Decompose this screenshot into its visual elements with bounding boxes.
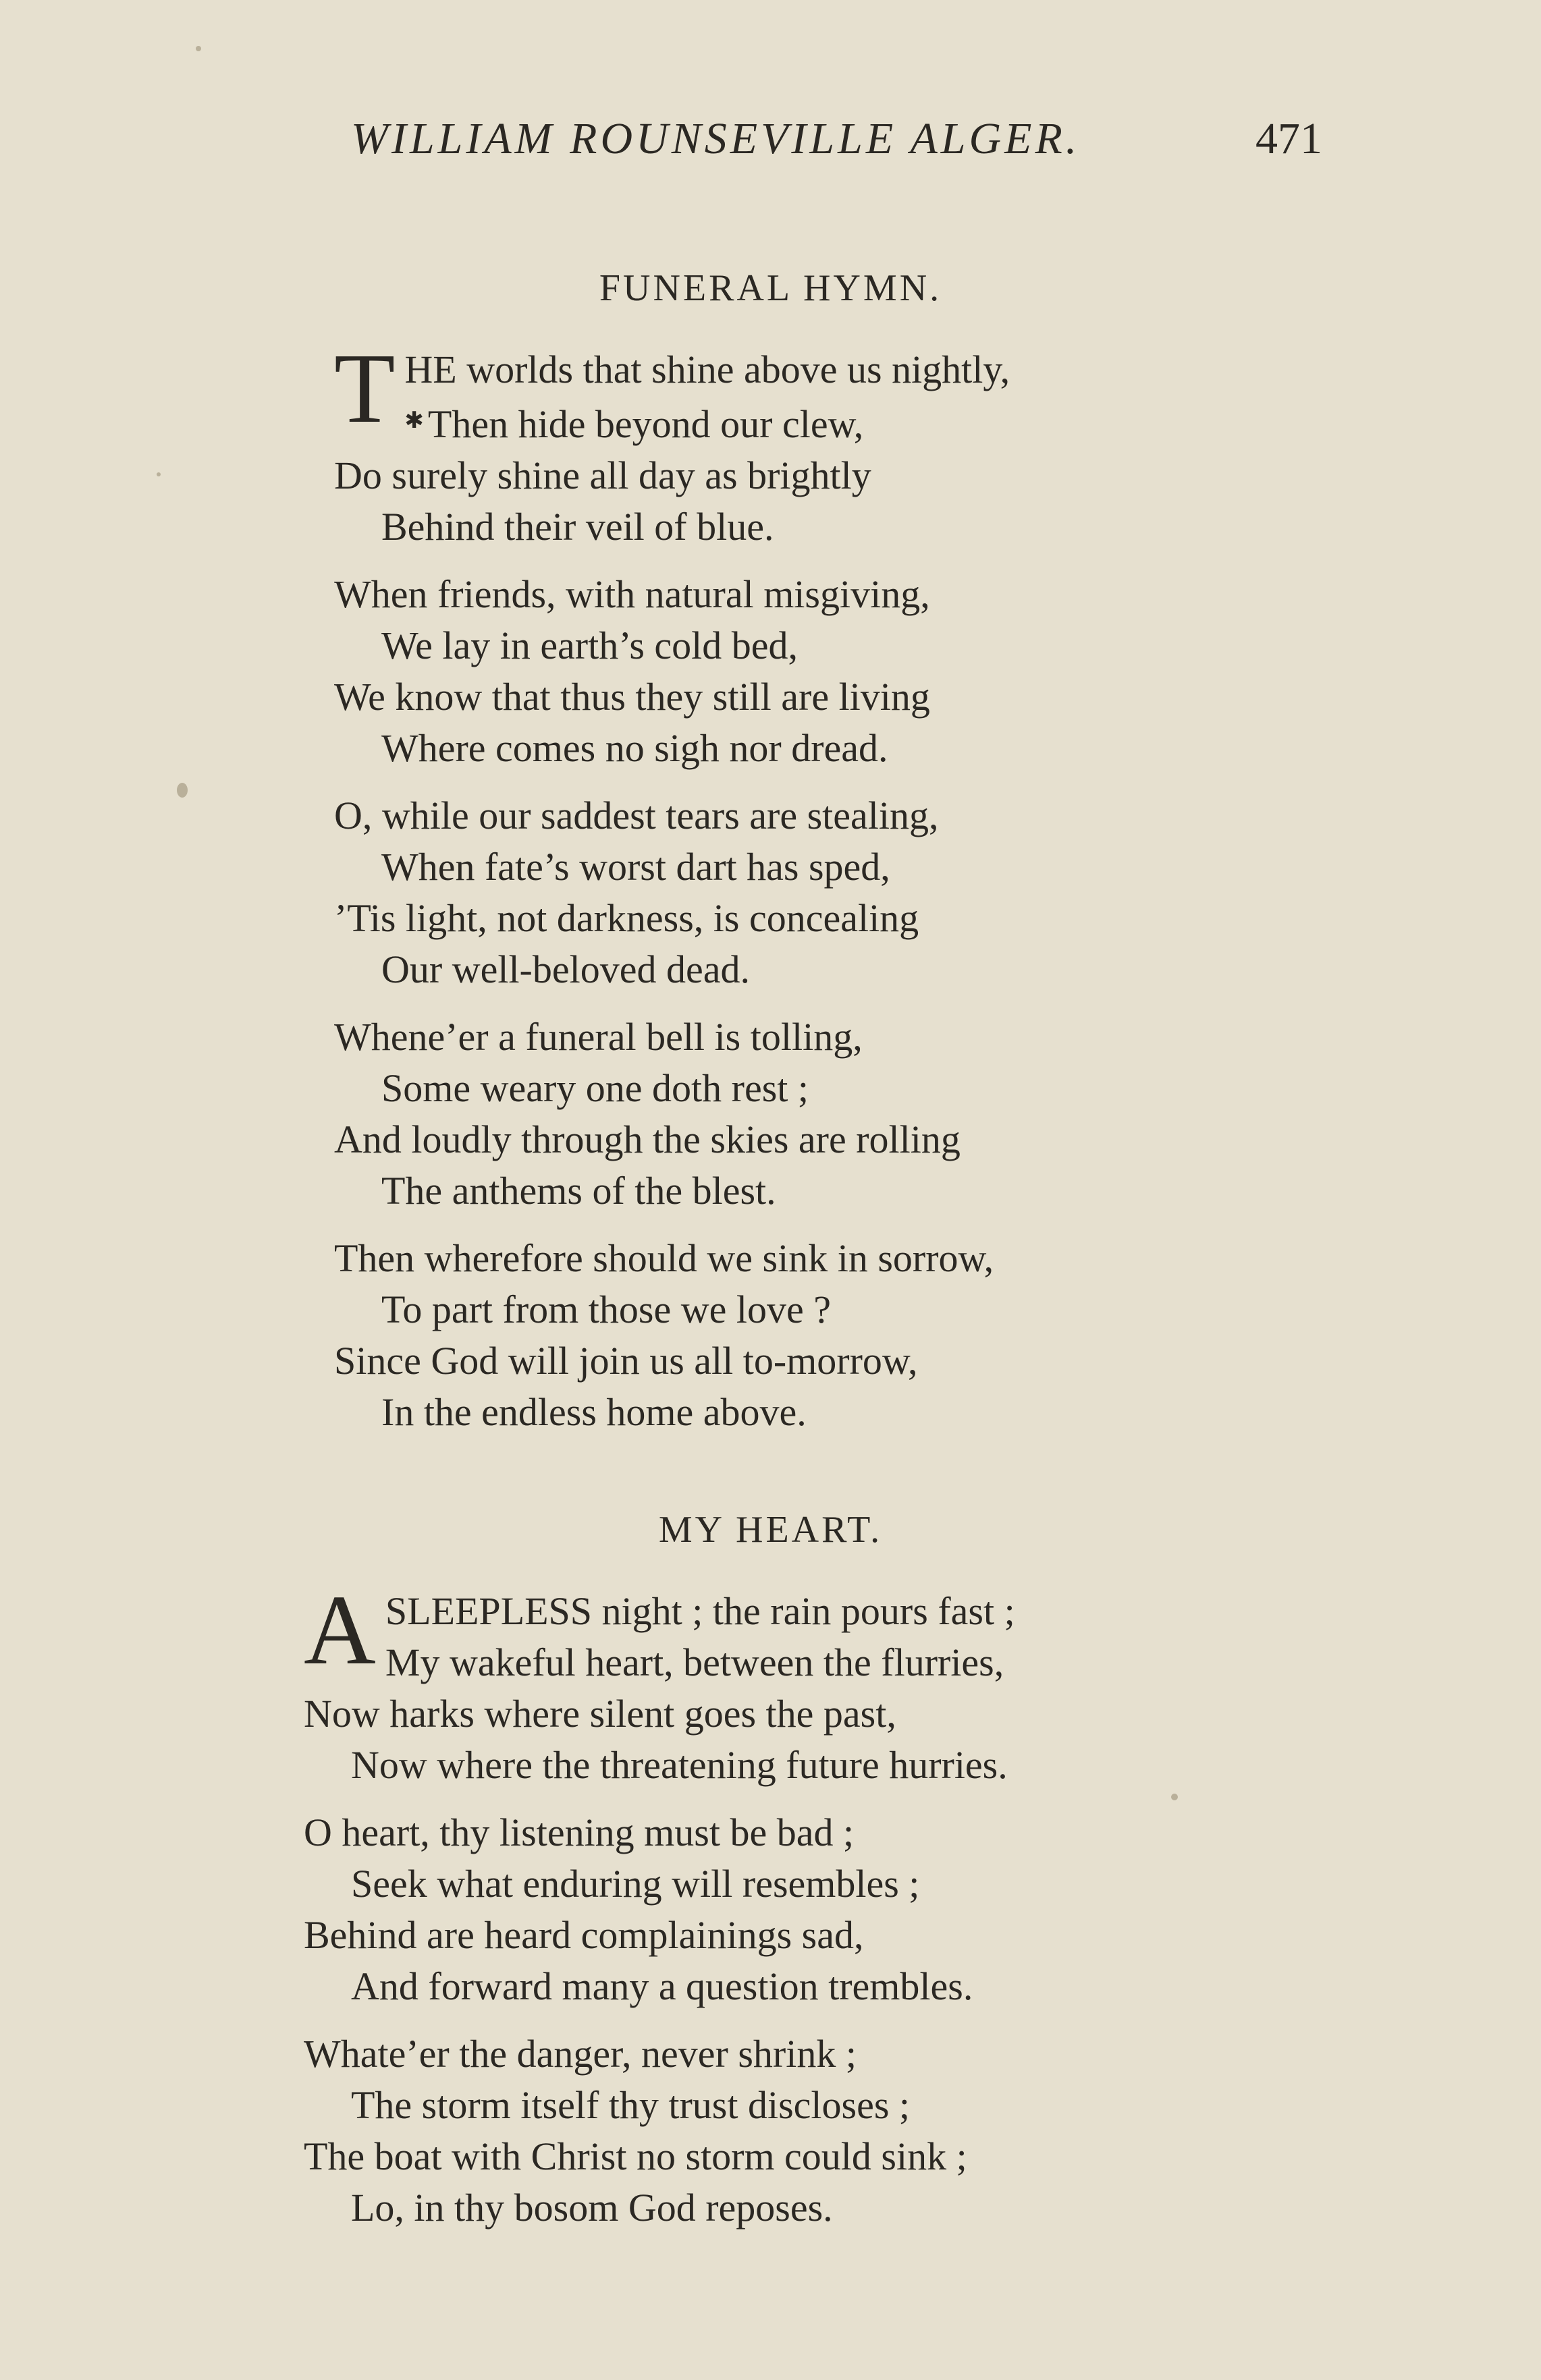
star-mark-icon: ✱: [404, 408, 424, 433]
poem-line: The anthems of the blest.: [381, 1169, 776, 1213]
poem-my-heart: [304, 1575, 1015, 2250]
stanza: [334, 1233, 994, 1438]
poem-line: And forward many a question trembles.: [351, 1964, 973, 2008]
poem-line: The boat with Christ no storm could sink ;: [304, 2134, 967, 2178]
poem-line: And loudly through the skies are rolling: [334, 1117, 961, 1161]
paper-speck: [196, 46, 201, 51]
stanza: [334, 790, 994, 995]
poem-funeral-hymn: [334, 333, 1010, 1454]
poem-line: We know that thus they still are living: [334, 675, 930, 719]
poem-line: Whene’er a funeral bell is tolling,: [334, 1015, 863, 1059]
poem-line: Now harks where silent goes the past,: [304, 1692, 896, 1736]
stanza: [304, 1807, 1008, 2012]
drop-cap: A: [304, 1575, 376, 1686]
paper-speck: [177, 783, 188, 798]
poem-line: Behind are heard complainings sad,: [304, 1913, 864, 1957]
poem-line: My wakeful heart, between the flurries,: [385, 1640, 1004, 1684]
poem-title-funeral-hymn: FUNERAL HYMN.: [599, 267, 942, 309]
poem-line: Our well-beloved dead.: [381, 947, 750, 991]
poem-line: Lo, in thy bosom God reposes.: [351, 2186, 833, 2230]
poem-line: We lay in earth’s cold bed,: [381, 624, 799, 667]
stanza: [304, 2028, 1008, 2234]
paper-speck: [157, 472, 161, 476]
poem-line: When friends, with natural misgiving,: [334, 572, 930, 616]
poem-line: Behind their veil of blue.: [381, 505, 774, 549]
poem-line: In the endless home above.: [381, 1390, 807, 1434]
poem-line: To part from those we love ?: [381, 1288, 831, 1331]
poem-line: Since God will join us all to-morrow,: [334, 1339, 918, 1383]
paper-speck: [1171, 1794, 1178, 1800]
poem-line: ✱ Then hide beyond our clew,: [404, 402, 864, 446]
poem-line: ’Tis light, not darkness, is concealing: [334, 896, 919, 940]
poem-line: Some weary one doth rest ;: [381, 1066, 809, 1110]
poem-line: Seek what enduring will resembles ;: [351, 1862, 920, 1906]
poem-line: O, while our saddest tears are stealing,: [334, 794, 939, 837]
drop-cap: T: [334, 333, 396, 444]
poem-line: Now where the threatening future hurries.: [351, 1743, 1008, 1787]
poem-line: O heart, thy listening must be bad ;: [304, 1810, 855, 1854]
running-head-title: WILLIAM ROUNSEVILLE ALGER.: [351, 114, 1081, 163]
stanza: [334, 1012, 994, 1217]
poem-line: Where comes no sigh nor dread.: [381, 726, 888, 770]
poem-title-my-heart: MY HEART.: [658, 1509, 883, 1551]
page-number: 471: [1255, 114, 1322, 163]
stanza: [304, 1575, 1015, 1791]
poem-line: SLEEPLESS night ; the rain pours fast ;: [385, 1589, 1015, 1633]
poem-line: HE worlds that shine above us nightly,: [404, 348, 1010, 391]
poem-line: When fate’s worst dart has sped,: [381, 845, 890, 889]
stanza: [334, 333, 1010, 553]
poem-line: Whate’er the danger, never shrink ;: [304, 2032, 857, 2076]
poem-line: The storm itself thy trust discloses ;: [351, 2083, 911, 2127]
poem-line: Then wherefore should we sink in sorrow,: [334, 1236, 994, 1280]
poem-line: Do surely shine all day as brightly: [334, 453, 871, 497]
stanza: [334, 569, 994, 774]
